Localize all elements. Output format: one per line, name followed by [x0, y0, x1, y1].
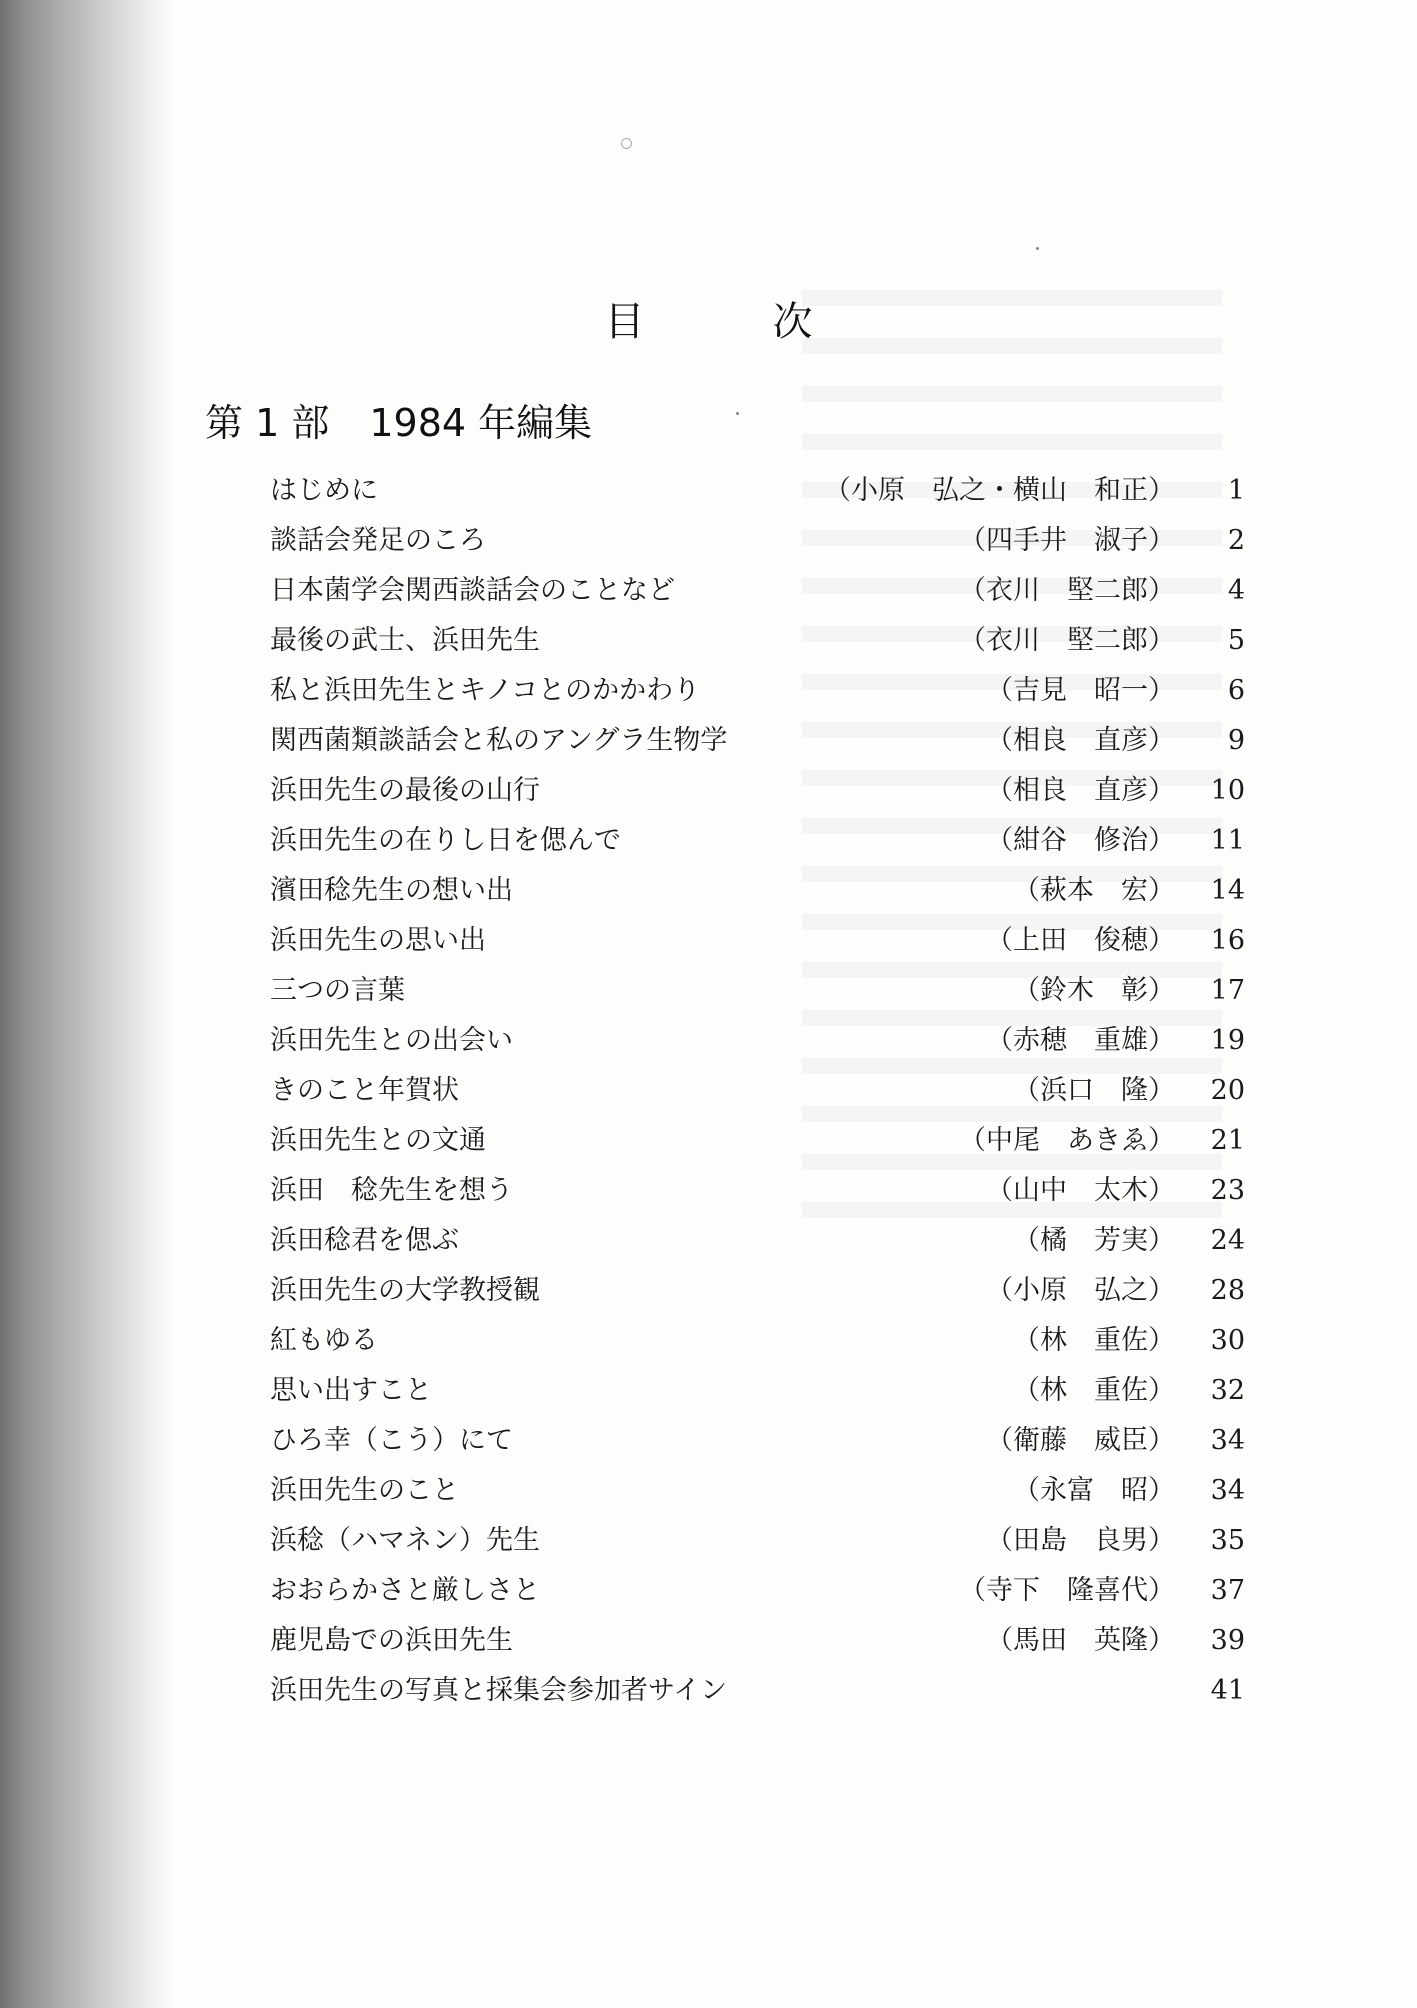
- entry-page-number: 14: [1210, 875, 1245, 906]
- toc-entry: [270, 966, 1245, 1016]
- toc-entry: [270, 1666, 1245, 1716]
- entry-page-number: 2: [1227, 525, 1245, 556]
- entry-title: 鹿児島での浜田先生: [270, 1625, 513, 1656]
- entry-title: 浜稔（ハマネン）先生: [270, 1525, 540, 1556]
- toc-title: 目 次: [604, 299, 857, 345]
- entry-title: 浜田先生との出会い: [270, 1025, 513, 1056]
- entry-title: おおらかさと厳しさと: [270, 1575, 540, 1606]
- entry-author: （上田 俊穂）: [986, 925, 1175, 956]
- entry-author: （衣川 堅二郎）: [959, 575, 1175, 606]
- paper-speck: [1036, 247, 1039, 250]
- toc-entry: [270, 1116, 1245, 1166]
- entry-page-number: 35: [1210, 1525, 1245, 1556]
- entry-title: 浜田先生の最後の山行: [270, 775, 540, 806]
- entry-page-number: 17: [1210, 975, 1245, 1006]
- toc-entry: [270, 866, 1245, 916]
- entry-author: （衛藤 威臣）: [986, 1425, 1175, 1456]
- toc-entry: [270, 1466, 1245, 1516]
- entry-page-number: 11: [1210, 825, 1245, 856]
- toc-entry: [270, 1516, 1245, 1566]
- entry-author: （四手井 淑子）: [959, 525, 1175, 556]
- entry-title: 浜田先生の在りし日を偲んで: [270, 825, 621, 856]
- entry-author: （小原 弘之）: [986, 1275, 1175, 1306]
- entry-title: 談話会発足のころ: [270, 525, 486, 556]
- entry-author: （林 重佐）: [1013, 1325, 1175, 1356]
- entry-page-number: 10: [1210, 775, 1245, 806]
- section-label: 1984 年編集: [369, 401, 593, 445]
- entry-title: 浜田先生の思い出: [270, 925, 486, 956]
- toc-entry: [270, 1166, 1245, 1216]
- entry-title: 浜田先生の写真と採集会参加者サイン: [270, 1675, 728, 1706]
- paper-speck: [736, 412, 739, 415]
- entry-page-number: 20: [1210, 1075, 1245, 1106]
- entry-author: （小原 弘之・横山 和正）: [824, 475, 1175, 506]
- entry-author: （鈴木 彰）: [1013, 975, 1175, 1006]
- entry-title: 浜田 稔先生を想う: [270, 1175, 513, 1206]
- entry-page-number: 41: [1210, 1675, 1245, 1706]
- entry-title: 浜田稔君を偲ぶ: [270, 1225, 459, 1256]
- entry-title: 浜田先生のこと: [270, 1475, 459, 1506]
- toc-entry: [270, 1266, 1245, 1316]
- entry-title: 三つの言葉: [270, 975, 405, 1006]
- entry-title: 紅もゆる: [270, 1325, 378, 1356]
- entry-title: 関西菌類談話会と私のアングラ生物学: [270, 725, 728, 756]
- toc-entry: [270, 1216, 1245, 1266]
- toc-entry: [270, 816, 1245, 866]
- entry-author: （衣川 堅二郎）: [959, 625, 1175, 656]
- entry-title: 日本菌学会関西談話会のことなど: [270, 575, 675, 606]
- toc-entry: [270, 1616, 1245, 1666]
- toc-entry: [270, 1066, 1245, 1116]
- entry-author: （相良 直彦）: [986, 775, 1175, 806]
- entry-author: （赤穂 重雄）: [986, 1025, 1175, 1056]
- toc-entry: [270, 516, 1245, 566]
- entry-author: （相良 直彦）: [986, 725, 1175, 756]
- toc-entry: [270, 1016, 1245, 1066]
- toc-entry: [270, 716, 1245, 766]
- toc-entry: [270, 616, 1245, 666]
- entry-page-number: 39: [1210, 1625, 1245, 1656]
- entry-page-number: 24: [1210, 1225, 1245, 1256]
- toc-entry: [270, 1416, 1245, 1466]
- toc-entry-list: [270, 466, 1245, 1716]
- entry-title: 浜田先生の大学教授観: [270, 1275, 540, 1306]
- entry-author: （吉見 昭一）: [986, 675, 1175, 706]
- entry-page-number: 34: [1210, 1425, 1245, 1456]
- toc-entry: [270, 766, 1245, 816]
- entry-author: （橘 芳実）: [1013, 1225, 1175, 1256]
- entry-page-number: 23: [1210, 1175, 1245, 1206]
- toc-entry: [270, 666, 1245, 716]
- entry-title: きのこと年賀状: [270, 1075, 459, 1106]
- entry-author: （紺谷 修治）: [986, 825, 1175, 856]
- entry-title: 濱田稔先生の想い出: [270, 875, 513, 906]
- entry-page-number: 1: [1227, 475, 1245, 506]
- entry-page-number: 6: [1227, 675, 1245, 706]
- entry-page-number: 5: [1227, 625, 1245, 656]
- entry-title: 最後の武士、浜田先生: [270, 625, 540, 656]
- entry-page-number: 30: [1210, 1325, 1245, 1356]
- entry-author: （寺下 隆喜代）: [959, 1575, 1175, 1606]
- toc-entry: [270, 1316, 1245, 1366]
- entry-author: （馬田 英隆）: [986, 1625, 1175, 1656]
- entry-title: はじめに: [270, 475, 378, 506]
- toc-entry: [270, 1366, 1245, 1416]
- entry-author: （中尾 あきゑ）: [959, 1125, 1175, 1156]
- section-part: 第 1 部: [205, 401, 330, 445]
- entry-author: （山中 太木）: [986, 1175, 1175, 1206]
- entry-author: （萩本 宏）: [1013, 875, 1175, 906]
- entry-page-number: 21: [1210, 1125, 1245, 1156]
- entry-title: 私と浜田先生とキノコとのかかわり: [270, 675, 701, 706]
- entry-page-number: 28: [1210, 1275, 1245, 1306]
- entry-author: （田島 良男）: [986, 1525, 1175, 1556]
- toc-entry: [270, 466, 1245, 516]
- entry-title: 浜田先生との文通: [270, 1125, 486, 1156]
- entry-page-number: 4: [1227, 575, 1245, 606]
- entry-author: （浜口 隆）: [1013, 1075, 1175, 1106]
- entry-title: ひろ幸（こう）にて: [270, 1425, 513, 1456]
- entry-page-number: 32: [1210, 1375, 1245, 1406]
- section-heading: [205, 392, 592, 447]
- entry-author: （林 重佐）: [1013, 1375, 1175, 1406]
- paper-speck: [621, 138, 632, 149]
- toc-entry: [270, 916, 1245, 966]
- entry-page-number: 34: [1210, 1475, 1245, 1506]
- entry-page-number: 37: [1210, 1575, 1245, 1606]
- entry-page-number: 19: [1210, 1025, 1245, 1056]
- toc-entry: [270, 566, 1245, 616]
- entry-author: （永富 昭）: [1013, 1475, 1175, 1506]
- entry-page-number: 9: [1227, 725, 1245, 756]
- toc-entry: [270, 1566, 1245, 1616]
- entry-title: 思い出すこと: [270, 1375, 432, 1406]
- entry-page-number: 16: [1210, 925, 1245, 956]
